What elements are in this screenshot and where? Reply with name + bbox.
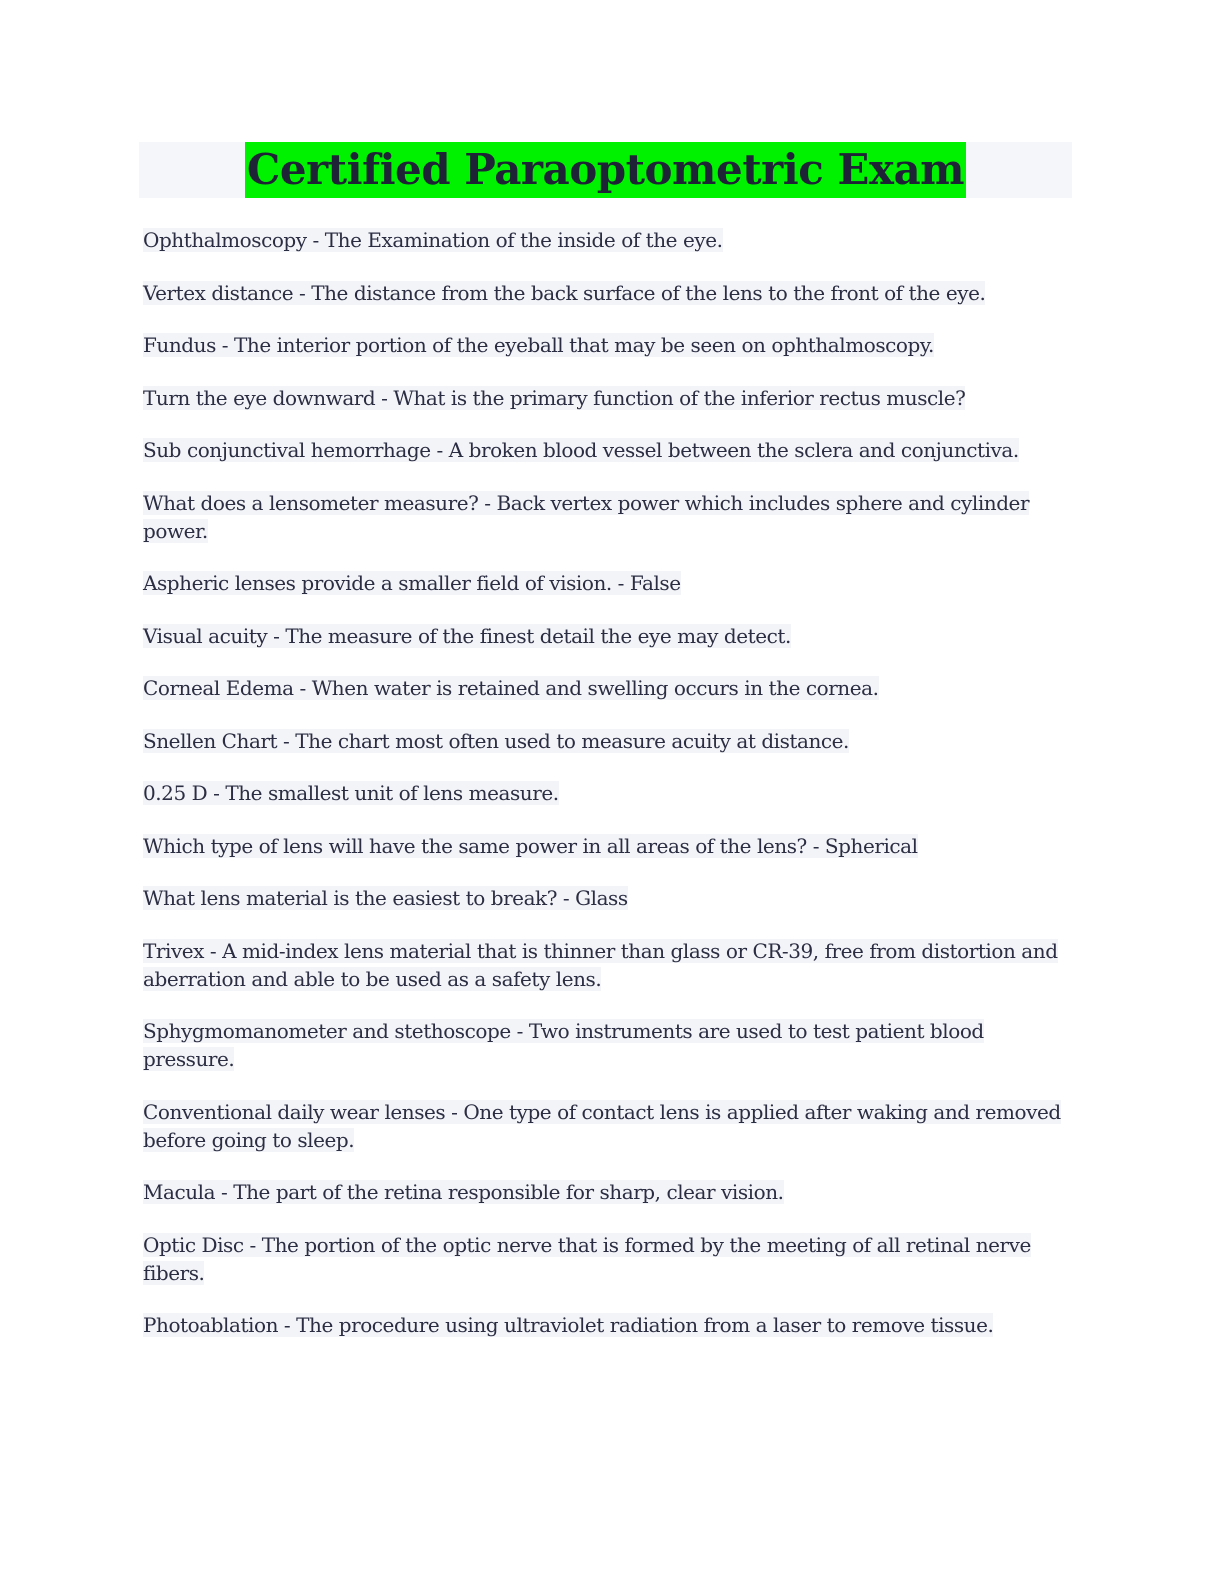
flashcard-entry xyxy=(143,489,1078,545)
flashcard-entry xyxy=(143,1098,1078,1154)
flashcard-list xyxy=(143,226,1078,1364)
flashcard-entry xyxy=(143,1231,1078,1287)
flashcard-entry xyxy=(143,622,1078,650)
flashcard-text: Fundus - The interior portion of the eyeball that may be seen on ophthalmoscopy. xyxy=(143,333,934,357)
flashcard-entry xyxy=(143,779,1078,807)
flashcard-text: Aspheric lenses provide a smaller field of vision. - False xyxy=(143,571,681,595)
title-bar xyxy=(139,142,1072,198)
flashcard-text: Photoablation - The procedure using ultraviolet radiation from a laser to remove tissue. xyxy=(143,1313,994,1337)
flashcard-entry xyxy=(143,331,1078,359)
flashcard-text: Snellen Chart - The chart most often used to measure acuity at distance. xyxy=(143,728,849,753)
flashcard-text: Macula - The part of the retina responsible for sharp, clear vision. xyxy=(143,1180,784,1204)
flashcard-text: Corneal Edema - When water is retained and swelling occurs in the cornea. xyxy=(143,676,879,700)
flashcard-text: Ophthalmoscopy - The Examination of the inside of the eye. xyxy=(143,228,723,252)
flashcard-entry xyxy=(143,727,1078,755)
flashcard-entry xyxy=(143,937,1078,993)
flashcard-text: What does a lensometer measure? - Back vertex power which includes sphere and cylinder power. xyxy=(143,490,1030,543)
flashcard-text: Sphygmomanometer and stethoscope - Two instruments are used to test patient blood pressure. xyxy=(143,1019,984,1071)
flashcard-entry xyxy=(143,1178,1078,1206)
flashcard-entry xyxy=(143,436,1078,464)
flashcard-entry xyxy=(143,1311,1078,1339)
flashcard-text: Which type of lens will have the same power in all areas of the lens? - Spherical xyxy=(143,833,918,858)
flashcard-text: What lens material is the easiest to break? - Glass xyxy=(143,886,628,910)
flashcard-text: Trivex - A mid-index lens material that is thinner than glass or CR-39, free from distortion and aberration and able to be used as a safety lens. xyxy=(143,938,1058,991)
flashcard-entry xyxy=(143,279,1078,307)
flashcard-entry xyxy=(143,884,1078,912)
flashcard-text: Turn the eye downward - What is the primary function of the inferior rectus muscle? xyxy=(143,385,966,410)
flashcard-entry xyxy=(143,226,1078,254)
flashcard-text: Conventional daily wear lenses - One type of contact lens is applied after waking and removed before going to sleep. xyxy=(143,1099,1061,1152)
flashcard-text: Sub conjunctival hemorrhage - A broken blood vessel between the sclera and conjunctiva. xyxy=(143,438,1019,462)
flashcard-text: Optic Disc - The portion of the optic nerve that is formed by the meeting of all retinal nerve fibers. xyxy=(143,1232,1031,1285)
flashcard-entry xyxy=(143,384,1078,412)
flashcard-text: Visual acuity - The measure of the finest detail the eye may detect. xyxy=(143,623,791,648)
flashcard-text: 0.25 D - The smallest unit of lens measure. xyxy=(143,781,559,805)
flashcard-text: Vertex distance - The distance from the back surface of the lens to the front of the eye. xyxy=(143,280,986,305)
flashcard-entry xyxy=(143,1017,1078,1073)
flashcard-entry xyxy=(143,569,1078,597)
flashcard-entry xyxy=(143,832,1078,860)
flashcard-entry xyxy=(143,674,1078,702)
page-title: Certified Paraoptometric Exam xyxy=(245,142,966,198)
